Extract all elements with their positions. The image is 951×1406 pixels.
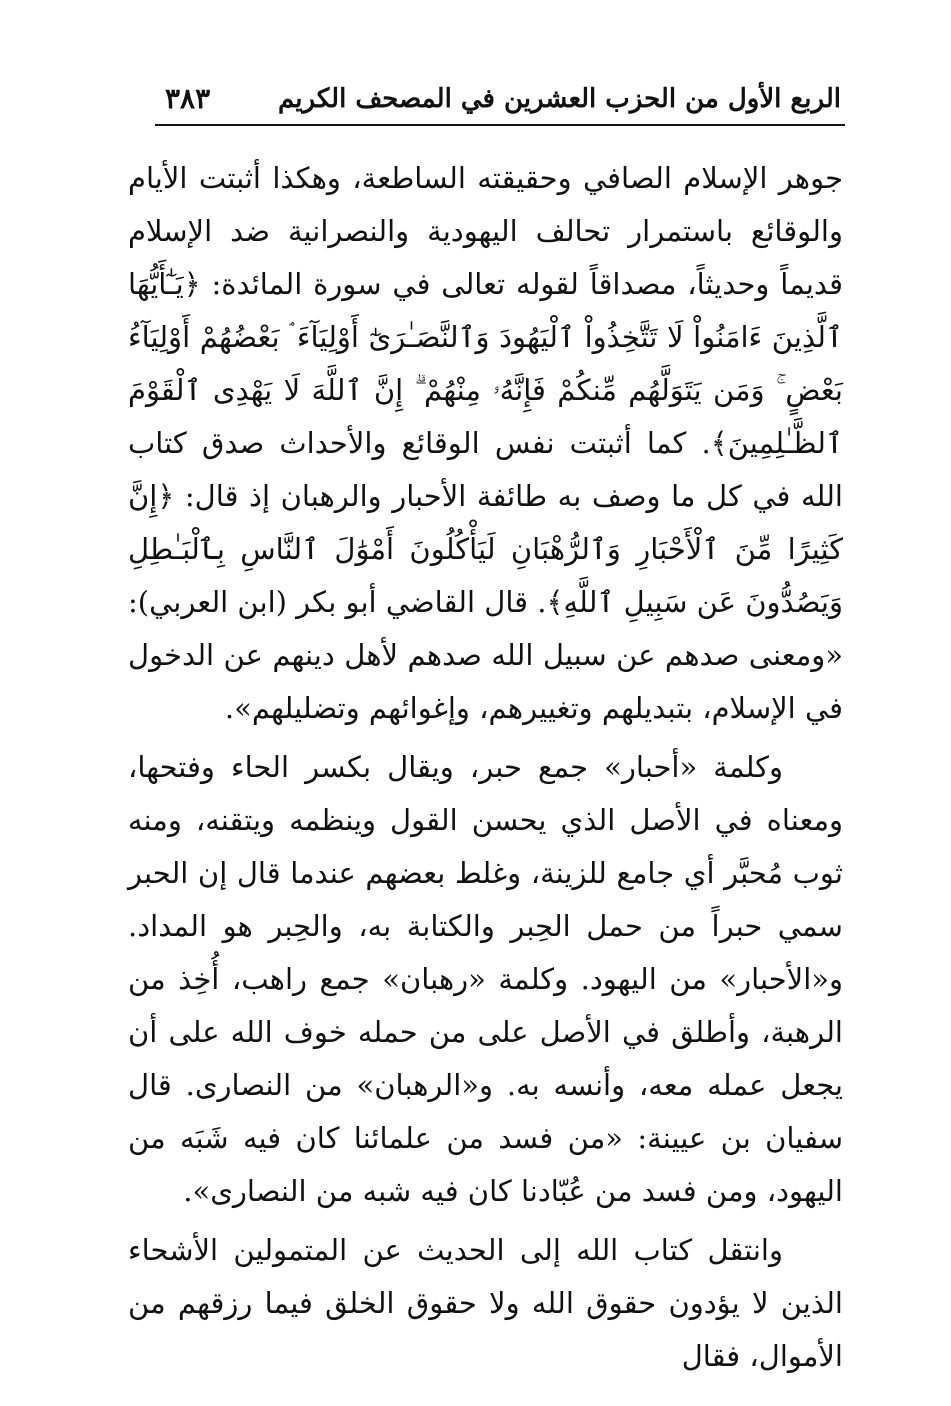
body-text: [128, 152, 843, 1383]
paragraph-3: وانتقل كتاب الله إلى الحديث عن المتمولين الأشحاء الذين لا يؤدون حقوق الله ولا حقوق الخلق فيما رزقهم من الأموال، فقال: [128, 1233, 843, 1373]
running-header: [155, 78, 845, 126]
paragraph-1: جوهر الإسلام الصافي وحقيقته الساطعة، وهكذا أثبتت الأيام والوقائع باستمرار تحالف اليهودية والنصرانية ضد الإسلام قديماً وحديثاً، مصداقاً لقوله تعالى في سورة المائدة: ﴿يَـٰٓأَيُّهَا ٱلَّذِينَ ءَامَنُواْ لَا تَتَّخِذُواْ ٱلْيَهُودَ وَٱلنَّصَـٰرَىٰٓ أَوْلِيَآءَ ۘ بَعْضُهُمْ أَوْلِيَآءُ بَعْضٍ ۚ وَمَن يَتَوَلَّهُم مِّنكُمْ فَإِنَّهُۥ مِنْهُمْ ۗ إِنَّ ٱللَّهَ لَا يَهْدِى ٱلْقَوْمَ ٱلظَّـٰلِمِينَ﴾. كما أثبتت نفس الوقائع والأحداث صدق كتاب الله في كل ما وصف به طائفة الأحبار والرهبان إذ قال: ﴿إِنَّ كَثِيرًا مِّنَ ٱلْأَحْبَارِ وَٱلرُّهْبَانِ لَيَأْكُلُونَ أَمْوَٰلَ ٱلنَّاسِ بِٱلْبَـٰطِلِ وَيَصُدُّونَ عَن سَبِيلِ ٱللَّهِ﴾. قال القاضي أبو بكر (ابن العربي): «ومعنى صدهم عن سبيل الله صدهم لأهل دينهم عن الدخول في الإسلام، بتبديلهم وتغييرهم، وإغوائهم وتضليلهم».: [128, 161, 843, 725]
header-title: الربع الأول من الحزب العشرين في المصحف الكريم: [277, 84, 841, 114]
page-number: ٣٨٣: [165, 82, 211, 115]
paragraph-2: وكلمة «أحبار» جمع حبر، ويقال بكسر الحاء وفتحها، ومعناه في الأصل الذي يحسن القول وينظمه ويتقنه، ومنه ثوب مُحبَّر أي جامع للزينة، وغلط بعضهم عندما قال إن الحبر سمي حبراً من حمل الحِبر والكتابة به، والحِبر هو المداد. و«الأحبار» من اليهود. وكلمة «رهبان» جمع راهب، أُخِذ من الرهبة، وأطلق في الأصل على من حمله خوف الله على أن يجعل عمله معه، وأنسه به. و«الرهبان» من النصارى. قال سفيان بن عيينة: «من فسد من علمائنا كان فيه شَبَه من اليهود، ومن فسد من عُبّادنا كان فيه شبه من النصارى».: [128, 750, 843, 1208]
